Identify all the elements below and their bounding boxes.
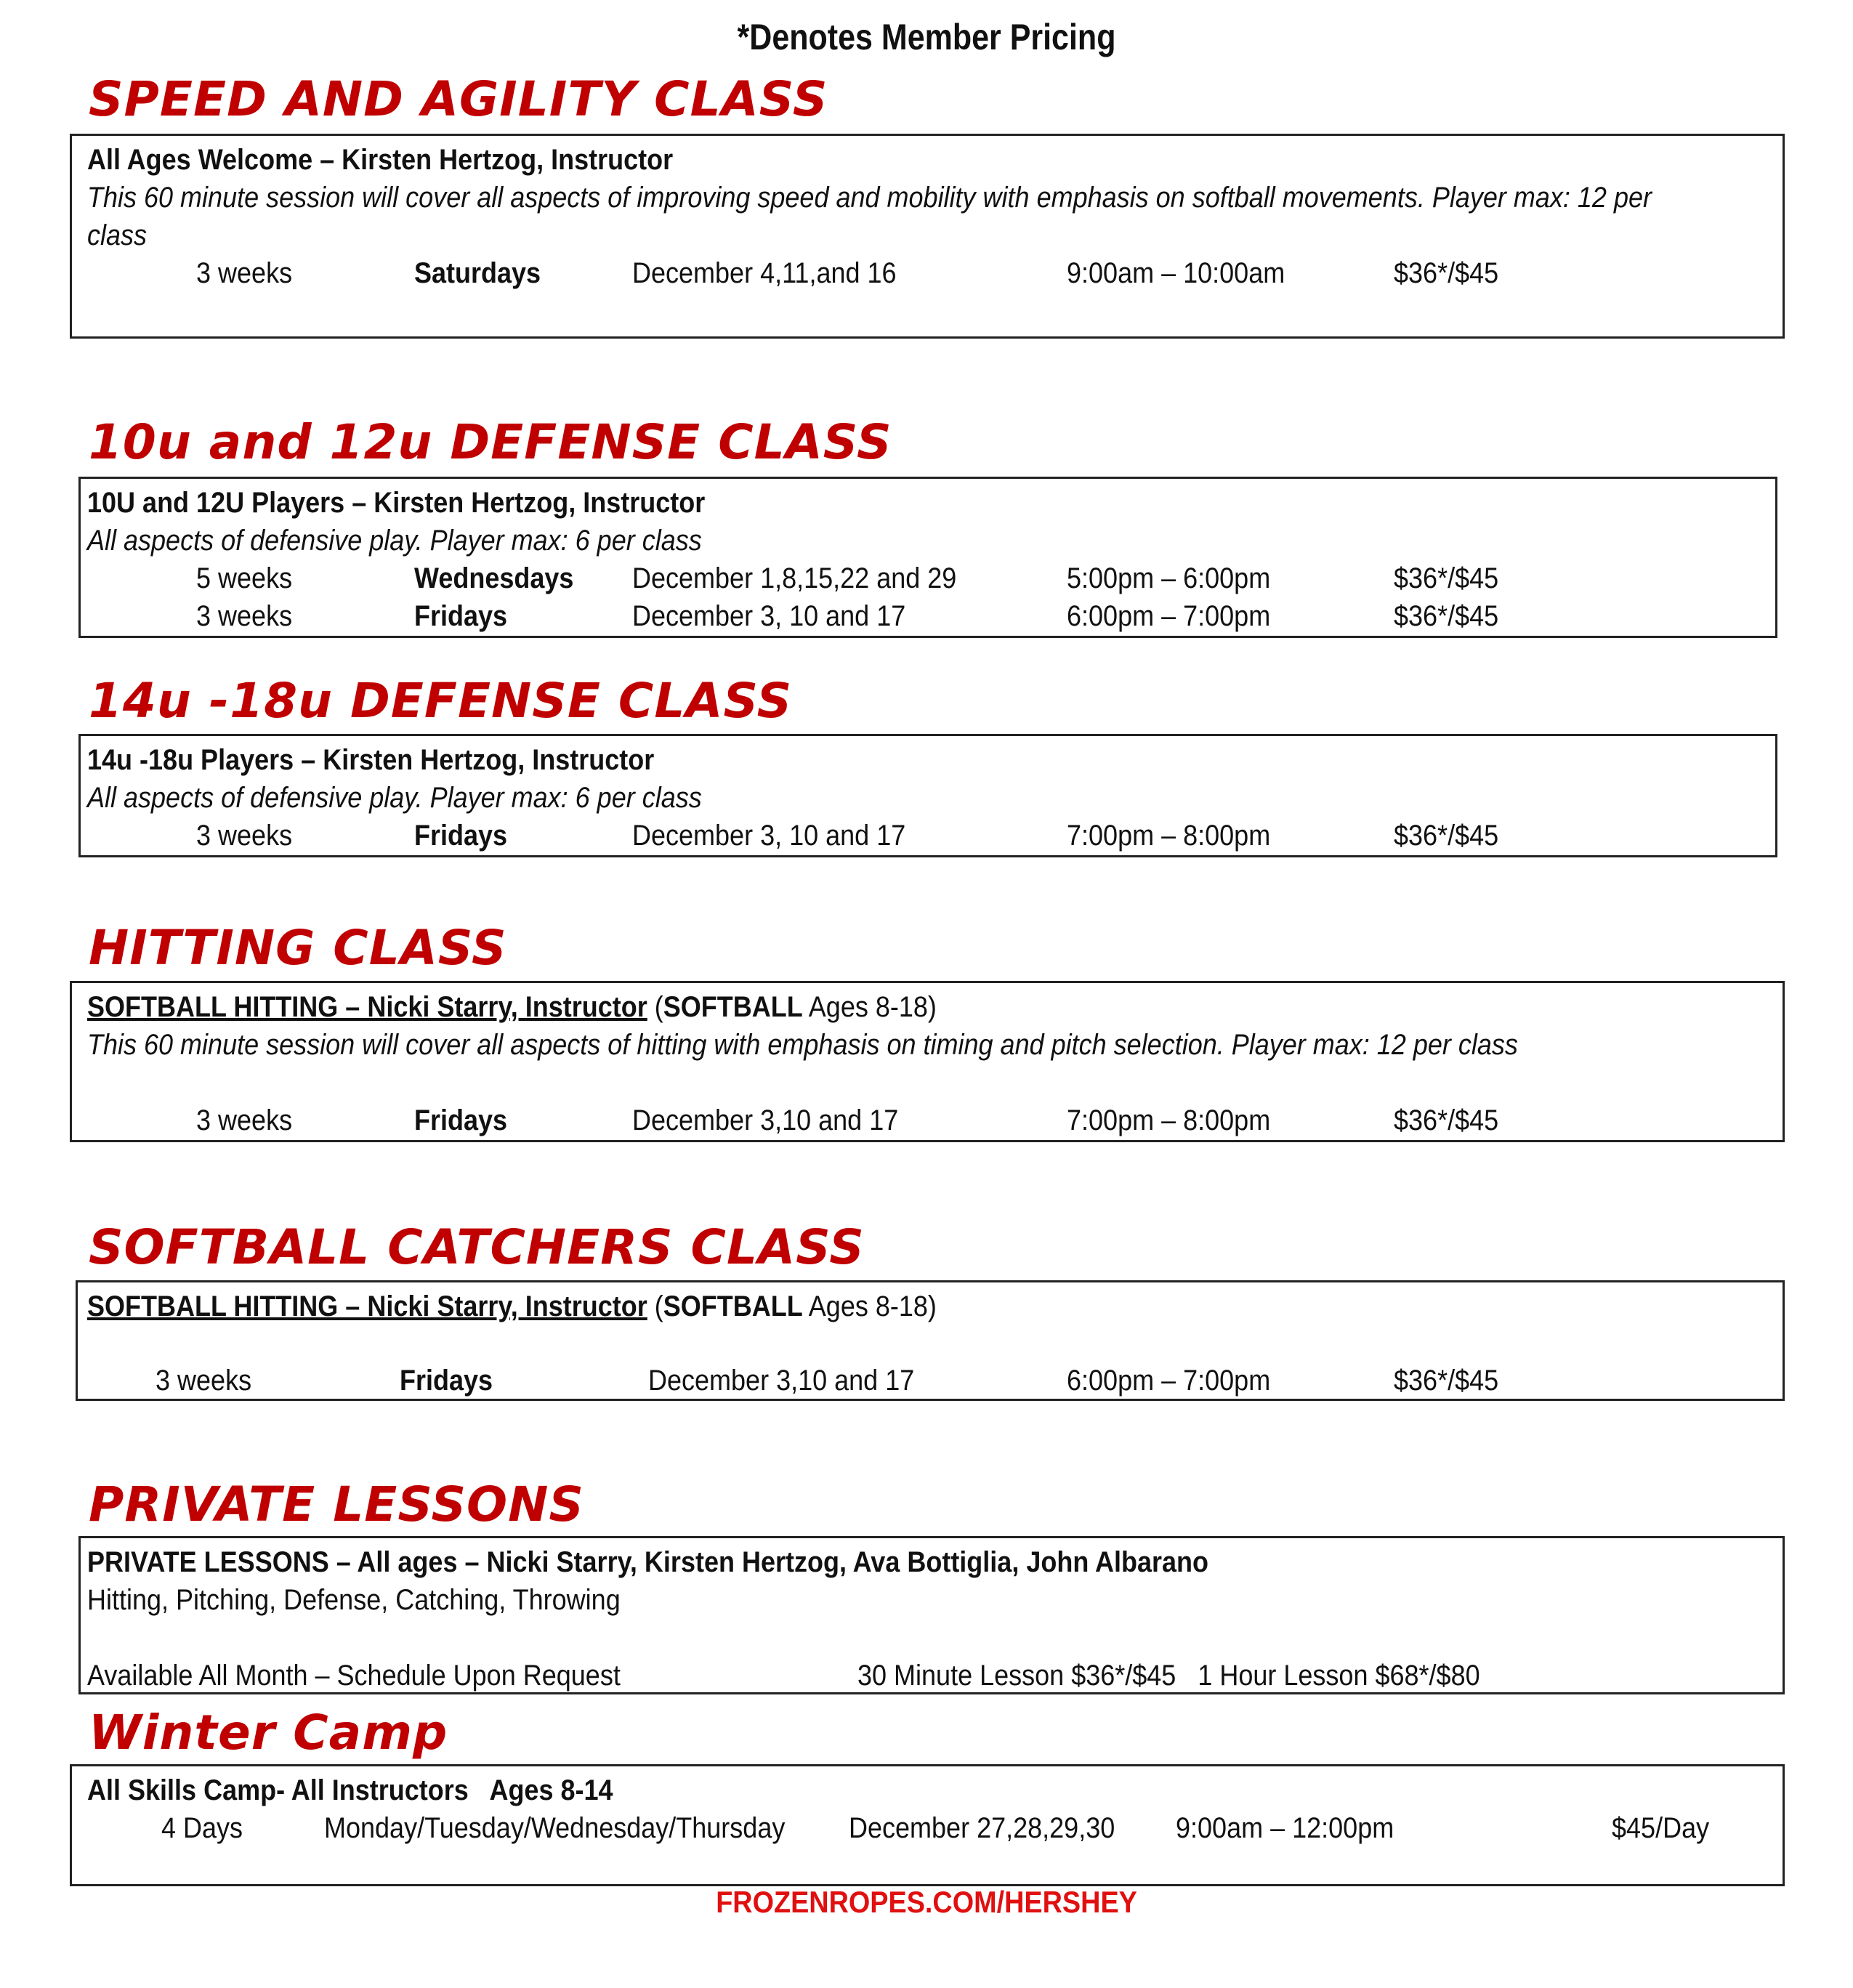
row-price: $36*/$45 — [1394, 1365, 1499, 1397]
section-title-speed-agility: SPEED AND AGILITY CLASS — [89, 71, 828, 127]
row-time: 9:00am – 10:00am — [1067, 257, 1285, 289]
row-day: Fridays — [414, 1104, 508, 1136]
row-days: 4 Days — [161, 1812, 243, 1844]
row-price: $36*/$45 — [1394, 1104, 1499, 1136]
row-time: 9:00am – 12:00pm — [1176, 1812, 1394, 1844]
hitting-description: This 60 minute session will cover all aspects of hitting with emphasis on timing and pitch selection. Player max: 12 per class — [87, 1029, 1518, 1061]
row-dates: December 1,8,15,22 and 29 — [632, 562, 957, 594]
row-day: Fridays — [414, 820, 508, 852]
row-weeks: 3 weeks — [196, 257, 293, 289]
winter-camp-header: All Skills Camp- All Instructors Ages 8-14 — [87, 1774, 613, 1806]
defense-14u-18u-header: 14u -18u Players – Kirsten Hertzog, Instructor — [87, 744, 655, 776]
section-title-private-lessons: PRIVATE LESSONS — [89, 1476, 584, 1532]
row-weeks: 3 weeks — [196, 1104, 293, 1136]
website-footer: FROZENROPES.COM/HERSHEY — [716, 1885, 1137, 1919]
row-dates: December 3, 10 and 17 — [632, 820, 906, 852]
row-weeks: 3 weeks — [196, 600, 293, 632]
section-title-defense-14u-18u: 14u -18u DEFENSE CLASS — [89, 673, 793, 729]
row-price: $36*/$45 — [1394, 820, 1499, 852]
section-title-catchers: SOFTBALL CATCHERS CLASS — [89, 1219, 865, 1275]
row-day: Saturdays — [414, 257, 541, 289]
row-weeks: 3 weeks — [196, 820, 293, 852]
defense-10u-12u-header: 10U and 12U Players – Kirsten Hertzog, Instructor — [87, 487, 706, 519]
row-weeks: 5 weeks — [196, 562, 293, 594]
private-lessons-skills: Hitting, Pitching, Defense, Catching, Throwing — [87, 1584, 621, 1616]
section-title-defense-10u-12u: 10u and 12u DEFENSE CLASS — [89, 414, 892, 470]
row-dates: December 27,28,29,30 — [849, 1812, 1115, 1844]
private-lessons-availability: Available All Month – Schedule Upon Request — [87, 1660, 621, 1692]
member-pricing-note: *Denotes Member Pricing — [737, 17, 1116, 57]
speed-agility-description: This 60 minute session will cover all aspects of improving speed and mobility with emphasis on softball movements. Player max: 12 per — [87, 182, 1652, 214]
speed-agility-header: All Ages Welcome – Kirsten Hertzog, Instructor — [87, 144, 674, 176]
row-time: 6:00pm – 7:00pm — [1067, 600, 1271, 632]
row-dates: December 3,10 and 17 — [648, 1365, 915, 1397]
section-title-hitting: HITTING CLASS — [89, 920, 507, 976]
row-price: $36*/$45 — [1394, 562, 1499, 594]
defense-14u-18u-description: All aspects of defensive play. Player max: 6 per class — [87, 782, 702, 814]
row-dates: December 3,10 and 17 — [632, 1104, 899, 1136]
section-title-winter-camp: Winter Camp — [89, 1705, 448, 1761]
row-time: 7:00pm – 8:00pm — [1067, 1104, 1271, 1136]
row-price: $36*/$45 — [1394, 600, 1499, 632]
row-weeks: 3 weeks — [156, 1365, 252, 1397]
row-price: $45/Day — [1612, 1812, 1710, 1844]
hitting-header: SOFTBALL HITTING – Nicki Starry, Instructor (SOFTBALL Ages 8-18) — [87, 991, 937, 1023]
defense-10u-12u-description: All aspects of defensive play. Player max: 6 per class — [87, 525, 702, 557]
row-weekdays: Monday/Tuesday/Wednesday/Thursday — [324, 1812, 786, 1844]
row-dates: December 4,11,and 16 — [632, 257, 897, 289]
row-dates: December 3, 10 and 17 — [632, 600, 906, 632]
row-day: Fridays — [400, 1365, 493, 1397]
row-time: 6:00pm – 7:00pm — [1067, 1365, 1271, 1397]
row-time: 5:00pm – 6:00pm — [1067, 562, 1271, 594]
catchers-header: SOFTBALL HITTING – Nicki Starry, Instructor (SOFTBALL Ages 8-18) — [87, 1290, 937, 1322]
row-day: Fridays — [414, 600, 508, 632]
row-day: Wednesdays — [414, 562, 574, 594]
private-lessons-pricing: 30 Minute Lesson $36*/$45 1 Hour Lesson $68*/$80 — [857, 1660, 1480, 1692]
speed-agility-description-cont: class — [87, 219, 148, 251]
private-lessons-header: PRIVATE LESSONS – All ages – Nicki Starry, Kirsten Hertzog, Ava Bottiglia, John Albarano — [87, 1546, 1209, 1578]
row-time: 7:00pm – 8:00pm — [1067, 820, 1271, 852]
row-price: $36*/$45 — [1394, 257, 1499, 289]
